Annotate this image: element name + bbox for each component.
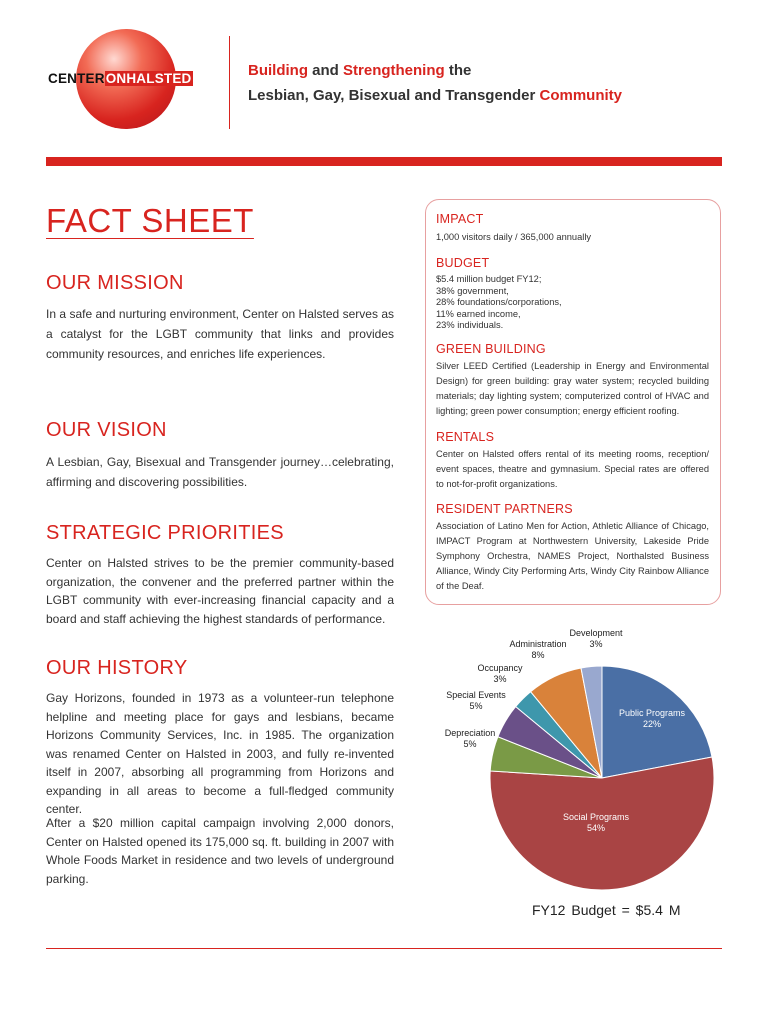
budget-line: 23% individuals. — [436, 320, 504, 330]
pie-value-label: 22% — [642, 719, 662, 729]
pie-value-label: 54% — [586, 823, 606, 833]
pie-value-label: 5% — [469, 701, 483, 711]
logo-word-on: ONHALSTED — [105, 71, 192, 86]
logo-word-halsted: HALSTED — [126, 71, 192, 86]
logo-word-center: CENTER — [48, 71, 105, 86]
page-title: FACT SHEET — [46, 202, 254, 239]
history-text-2: After a $20 million capital campaign involving 2,000 donors, Center on Halsted opened its 175,000 sq. ft. building in 2007 with Whole Foods Market in residence and two levels of underground parking. — [46, 816, 394, 886]
pie-label: Development — [569, 628, 623, 638]
rentals-text: Center on Halsted offers rental of its meeting rooms, reception/ event spaces, theatre and gymnasium. Special rates are offered to not-for-profit organizations. — [436, 449, 709, 489]
priorities-heading: STRATEGIC PRIORITIES — [46, 522, 284, 544]
pie-label: Public Programs — [618, 708, 686, 718]
budget-line: 38% government, — [436, 285, 509, 296]
chart-caption: FY12 Budget = $5.4 M — [532, 902, 681, 918]
budget-pie-chart — [420, 620, 730, 900]
mission-text: In a safe and nurturing environment, Center on Halsted serves as a catalyst for the LGBT community that links and provides community resources, and enriches life experiences. — [46, 307, 394, 361]
rentals-heading: RENTALS — [436, 430, 495, 444]
mission-heading: OUR MISSION — [46, 272, 184, 294]
budget-line: 28% foundations/corporations, — [436, 297, 562, 307]
pie-label: Depreciation — [444, 728, 496, 738]
vision-heading: OUR VISION — [46, 419, 167, 441]
logo — [48, 71, 193, 86]
pie-label: Administration — [509, 639, 567, 649]
budget-list — [436, 274, 709, 332]
budget-line: $5.4 million budget FY12; — [436, 274, 542, 284]
tagline — [248, 58, 622, 108]
pie-label: Social Programs — [562, 812, 630, 822]
pie-value-label: 5% — [463, 739, 477, 749]
top-rule — [46, 157, 722, 166]
tagline-line-1: Building and Strengthening the — [248, 62, 472, 79]
impact-heading: IMPACT — [436, 212, 484, 226]
pie-value-label: 3% — [493, 674, 507, 684]
history-text-1: Gay Horizons, founded in 1973 as a volunteer-run telephone helpline and meeting place for gays and lesbians, became Horizons Community Services, Inc. in 1985. The organization was renamed Center on Halsted in 2003, and fully re-invented itself in 2007, absorbing all programming from Horizons and expanding in all areas to become a full-fledged community center. — [46, 691, 394, 816]
budget-heading: BUDGET — [436, 256, 490, 270]
budget-line: 11% earned income, — [436, 308, 521, 319]
pie-value-label: 3% — [589, 639, 603, 649]
history-heading: OUR HISTORY — [46, 657, 188, 679]
vision-text: A Lesbian, Gay, Bisexual and Transgender journey…celebrating, affirming and discovering possibilities. — [46, 455, 394, 489]
header-divider — [229, 36, 230, 129]
pie-label: Occupancy — [477, 663, 523, 673]
impact-text: 1,000 visitors daily / 365,000 annually — [436, 232, 592, 242]
pie-value-label: 8% — [531, 650, 545, 660]
priorities-text: Center on Halsted strives to be the premier community-based organization, the convener and the preferred partner within the LGBT community with ever-increasing financial capacity and a board and staff achieving the highest standards of performance. — [46, 556, 394, 626]
green-building-heading: GREEN BUILDING — [436, 342, 546, 356]
partners-text: Association of Latino Men for Action, Athletic Alliance of Chicago, IMPACT Program at Northwestern University, Lakeside Pride Symphony Orchestra, NAMES Project, Northalsted Business Alliance, Windy City Performing Arts, Windy City Rainbow Alliance of the Deaf. — [436, 521, 709, 591]
partners-heading: RESIDENT PARTNERS — [436, 502, 573, 516]
bottom-rule — [46, 948, 722, 949]
tagline-line-2: Lesbian, Gay, Bisexual and Transgender Community — [248, 87, 622, 104]
pie-label: Special Events — [446, 690, 506, 700]
green-building-text: Silver LEED Certified (Leadership in Energy and Environmental Design) for green building: gray water system; recycled building materials; day lighting system; computerized control of HVAC and lighting; green power consumption; energy efficient roofing. — [436, 361, 709, 416]
